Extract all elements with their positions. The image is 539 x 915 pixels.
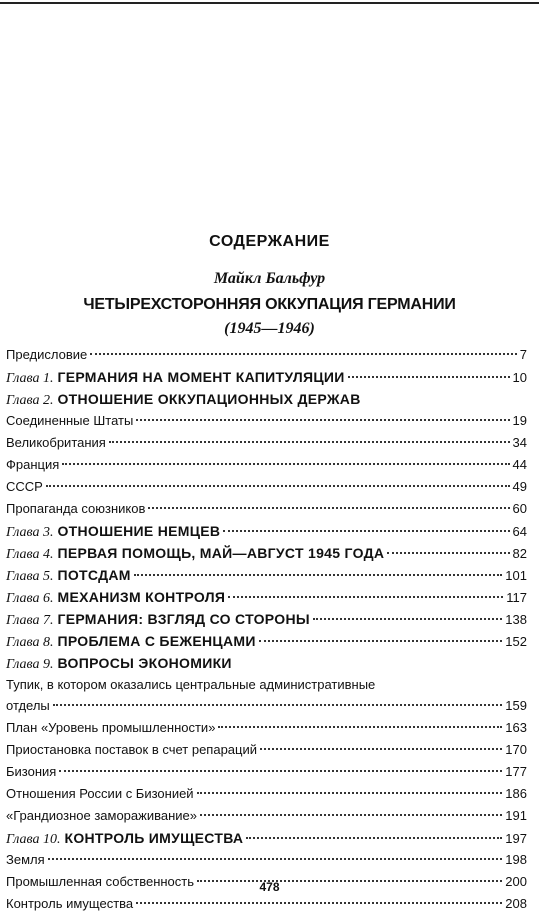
toc-chapter-row [6,542,527,564]
toc-page-number: 117 [506,590,527,605]
dot-leader [134,574,503,576]
toc-entry-row [6,717,527,739]
dot-leader [62,463,509,465]
page-number: 478 [259,880,280,894]
toc-chapter-prefix: Глава 4. [6,547,54,562]
dot-leader [313,618,502,620]
toc-chapter-title: ПОТСДАМ [57,567,131,583]
toc-entry-row [6,476,527,498]
toc-entry-label: Контроль имущества [6,896,134,911]
toc-chapter-title: МЕХАНИЗМ КОНТРОЛЯ [57,589,226,605]
toc-page-number: 49 [512,479,527,494]
dot-leader [246,837,502,839]
contents-heading: СОДЕРЖАНИЕ [209,233,330,250]
toc-entry-label: Промышленная собственность [6,874,195,889]
dot-leader [90,353,517,355]
dot-leader [228,596,503,598]
dot-leader [260,748,502,750]
toc-page-number: 138 [505,612,527,627]
toc-entry-label: Тупик, в котором оказались центральные административные [6,677,376,692]
toc-entry-label: Отношения России с Бизонией [6,786,194,801]
toc-chapter-prefix: Глава 7. [6,613,54,628]
toc-chapter-prefix: Глава 6. [6,591,54,606]
dot-leader [109,441,510,443]
toc-chapter-row [6,608,527,630]
dot-leader [200,814,502,816]
toc-entry-row [6,739,527,761]
dot-leader [148,507,509,509]
toc-chapter-row [6,586,527,608]
toc-page-number: 163 [505,720,527,735]
toc-page-number: 186 [505,786,527,801]
toc-page-number: 10 [512,370,527,385]
author-name: Майкл Бальфур [213,270,326,287]
toc-page-number: 208 [505,896,527,911]
toc-entry-row [6,893,527,915]
toc-page-number: 191 [505,808,527,823]
toc-chapter-prefix: Глава 9. [6,657,54,672]
top-rule [0,2,539,4]
toc-entry-label: Соединенные Штаты [6,413,134,428]
dot-leader [259,640,503,642]
toc-chapter-title: ПЕРВАЯ ПОМОЩЬ, МАЙ—АВГУСТ 1945 ГОДА [57,545,385,561]
dot-leader [348,376,510,378]
toc-entry-label-continued: отделы [6,698,50,713]
toc-chapter-title: ГЕРМАНИЯ НА МОМЕНТ КАПИТУЛЯЦИИ [57,369,345,385]
toc-entry-row [6,454,527,476]
toc-chapter-row [6,827,527,849]
toc-entry-label: Земля [6,852,45,867]
toc-chapter-prefix: Глава 10. [6,832,61,847]
dot-leader [136,419,509,421]
toc-chapter-prefix: Глава 2. [6,393,54,408]
toc-entry-label: Пропаганда союзников [6,501,146,516]
toc-entry-row [6,783,527,805]
dot-leader [48,858,503,860]
toc-page-number: 170 [505,742,527,757]
book-years: (1945—1946) [224,320,315,337]
toc-page-number: 82 [512,546,527,561]
toc-entry-row [6,410,527,432]
toc-entry-row [6,498,527,520]
toc-entry-label: СССР [6,479,43,494]
dot-leader [59,770,502,772]
table-of-contents [6,344,527,915]
toc-page-number: 7 [519,347,527,362]
toc-chapter-row [6,564,527,586]
toc-page-number: 152 [505,634,527,649]
toc-chapter-title: ВОПРОСЫ ЭКОНОМИКИ [57,655,232,671]
toc-entry-row [6,849,527,871]
toc-chapter-prefix: Глава 3. [6,525,54,540]
toc-page-number: 197 [505,831,527,846]
toc-chapter-title: ОТНОШЕНИЕ ОККУПАЦИОННЫХ ДЕРЖАВ [57,391,361,407]
toc-entry-label: Бизония [6,764,57,779]
dot-leader [218,726,502,728]
toc-page-number: 159 [505,698,527,713]
toc-chapter-title: ОТНОШЕНИЕ НЕМЦЕВ [57,523,221,539]
toc-entry-label: Великобритания [6,435,106,450]
toc-entry-row [6,761,527,783]
toc-entry-row [6,674,527,717]
toc-page-number: 44 [512,457,527,472]
toc-chapter-row [6,630,527,652]
toc-entry-row [6,432,527,454]
toc-page-number: 198 [505,852,527,867]
toc-entry-label: «Грандиозное замораживание» [6,808,197,823]
toc-chapter-row [6,652,527,674]
toc-page-number: 34 [512,435,527,450]
book-title: ЧЕТЫРЕХСТОРОННЯЯ ОККУПАЦИЯ ГЕРМАНИИ [83,296,456,313]
toc-page-number: 101 [505,568,527,583]
dot-leader [387,552,509,554]
toc-page-number: 200 [505,874,527,889]
dot-leader [197,792,503,794]
toc-entry-label: Франция [6,457,60,472]
toc-entry-label: Предисловие [6,347,88,362]
toc-page-number: 60 [512,501,527,516]
toc-chapter-prefix: Глава 8. [6,635,54,650]
toc-chapter-prefix: Глава 1. [6,371,54,386]
toc-chapter-row [6,388,527,410]
dot-leader [136,902,502,904]
toc-page-number: 177 [505,764,527,779]
dot-leader [223,530,509,532]
dot-leader [46,485,510,487]
toc-chapter-row [6,520,527,542]
toc-chapter-title: ГЕРМАНИЯ: ВЗГЛЯД СО СТОРОНЫ [57,611,310,627]
toc-entry-row [6,344,527,366]
toc-entry-label: Приостановка поставок в счет репараций [6,742,257,757]
toc-page-number: 64 [512,524,527,539]
toc-page-number: 19 [512,413,527,428]
toc-chapter-row [6,366,527,388]
toc-entry-row [6,805,527,827]
toc-chapter-title: ПРОБЛЕМА С БЕЖЕНЦАМИ [57,633,256,649]
dot-leader [53,704,503,706]
toc-chapter-title: КОНТРОЛЬ ИМУЩЕСТВА [64,830,244,846]
toc-entry-label: План «Уровень промышленности» [6,720,216,735]
toc-chapter-prefix: Глава 5. [6,569,54,584]
